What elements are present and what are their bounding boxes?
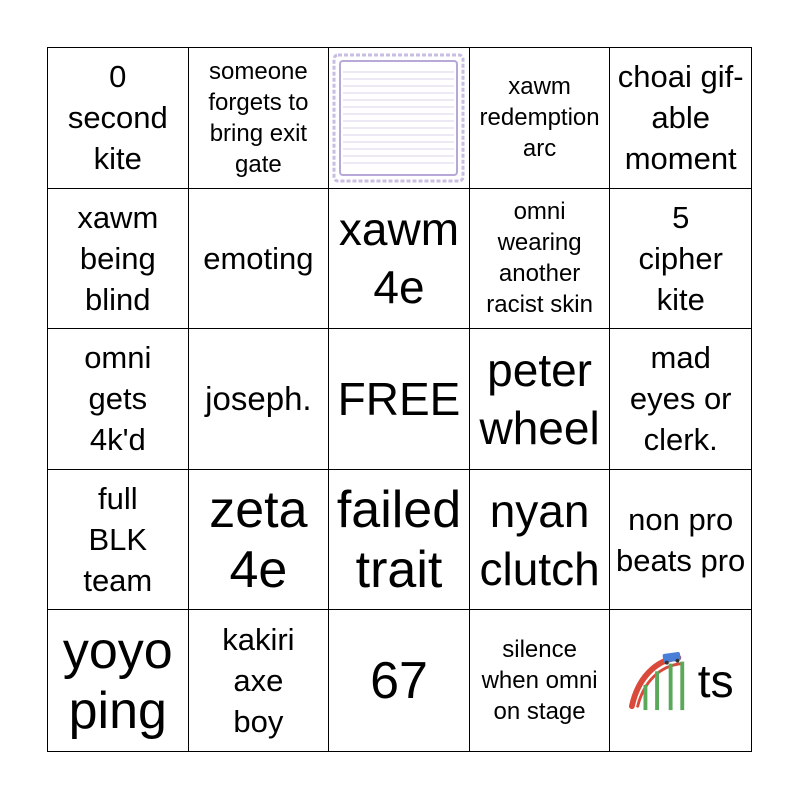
- bingo-cell[interactable]: [610, 48, 751, 189]
- bingo-cell[interactable]: [329, 189, 470, 330]
- bingo-cell[interactable]: [48, 329, 189, 470]
- bingo-cell[interactable]: [48, 48, 189, 189]
- bingo-cell[interactable]: [189, 470, 330, 611]
- bingo-cell[interactable]: [470, 470, 611, 611]
- cell-text: someone forgets to bring exit gate: [208, 57, 309, 178]
- bingo-cell[interactable]: [329, 470, 470, 611]
- bingo-cell[interactable]: [329, 610, 470, 751]
- bingo-cell[interactable]: [48, 610, 189, 751]
- bingo-cell[interactable]: [48, 470, 189, 611]
- bingo-cell[interactable]: [470, 48, 611, 189]
- cell-text: silence when omni on stage: [481, 636, 598, 726]
- bingo-cell[interactable]: [189, 48, 330, 189]
- bingo-cell[interactable]: [48, 189, 189, 330]
- roller-coaster-icon: [628, 650, 690, 712]
- cell-text: omni gets 4k'd: [84, 340, 152, 458]
- cell-text: xawm 4e: [338, 203, 460, 314]
- bingo-cell[interactable]: [329, 48, 470, 189]
- bingo-cell[interactable]: [329, 329, 470, 470]
- cell-text: 0 second kite: [67, 59, 168, 177]
- lined-paper-icon: [331, 52, 466, 184]
- cell-text: non pro beats pro: [616, 501, 746, 578]
- cell-text: omni wearing another racist skin: [486, 198, 593, 319]
- cell-text: peter wheel: [479, 343, 600, 454]
- cell-text: xawm being blind: [77, 199, 159, 317]
- cell-text: kakiri axe boy: [222, 622, 295, 740]
- cell-content: [628, 650, 734, 712]
- bingo-cell[interactable]: [189, 189, 330, 330]
- bingo-cell[interactable]: [189, 610, 330, 751]
- bingo-cell[interactable]: [470, 610, 611, 751]
- bingo-cell[interactable]: [470, 329, 611, 470]
- cell-text: joseph.: [205, 379, 312, 417]
- cell-text: 67: [370, 651, 428, 710]
- free-space: FREE: [337, 372, 461, 425]
- bingo-cell[interactable]: [610, 189, 751, 330]
- cell-text: full BLK team: [83, 481, 153, 599]
- bingo-cell[interactable]: [610, 470, 751, 611]
- cell-text: 5 cipher kite: [638, 199, 723, 317]
- cell-text: zeta 4e: [209, 480, 308, 599]
- bingo-cell[interactable]: [189, 329, 330, 470]
- cell-text: ts: [697, 654, 734, 707]
- bingo-cell[interactable]: [610, 610, 751, 751]
- cell-text: choai gif-able moment: [617, 59, 744, 177]
- cell-text: xawm redemption arc: [479, 73, 600, 163]
- bingo-board: [47, 47, 752, 752]
- cell-text: nyan clutch: [479, 484, 600, 595]
- cell-text: yoyo ping: [62, 621, 173, 740]
- cell-text: failed trait: [336, 480, 462, 599]
- cell-text: emoting: [203, 240, 314, 276]
- bingo-cell[interactable]: [470, 189, 611, 330]
- cell-text: mad eyes or clerk.: [629, 340, 732, 458]
- bingo-cell[interactable]: [610, 329, 751, 470]
